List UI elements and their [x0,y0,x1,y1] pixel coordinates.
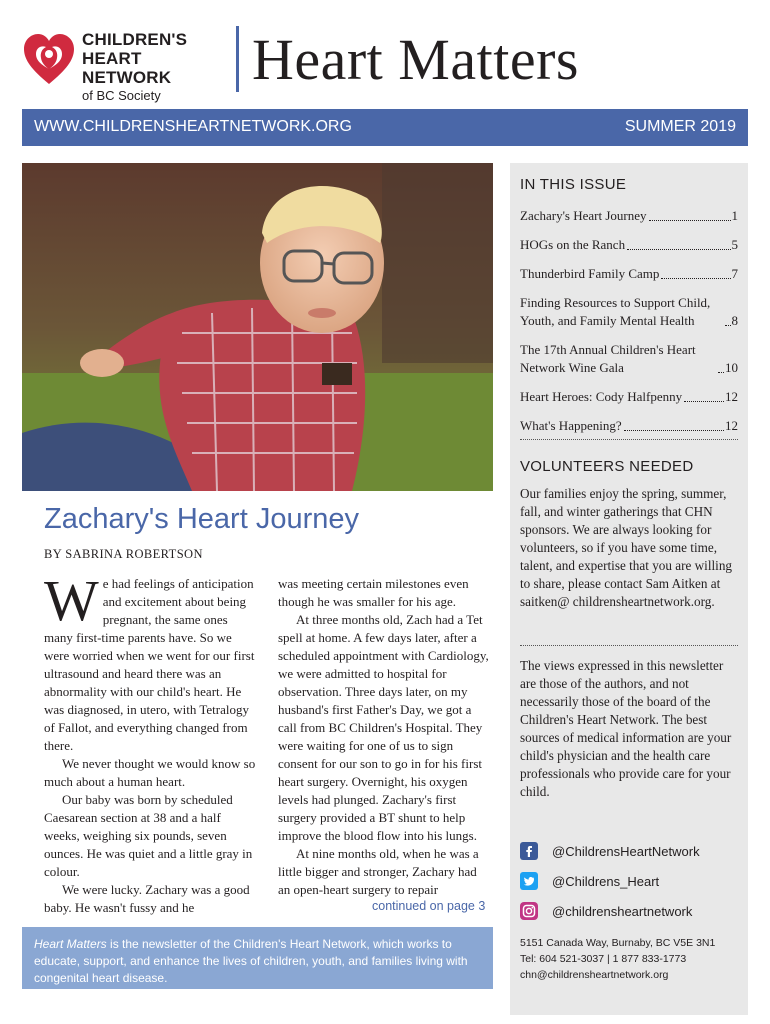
header-banner [22,109,748,146]
disclaimer-text: The views expressed in this newsletter are those of the authors, and not necessarily those of the board of the Children's Heart Network. The best sources of medical information are your child's physician and the health care professionals who provide care for your child. [520,658,732,799]
continued-link[interactable]: continued on page 3 [372,899,486,913]
instagram-link[interactable] [520,900,740,922]
article-paragraph: We had feelings of anticipation and excitement about being pregnant, the same ones many first-time parents have. So we were worried when we went for our first ultrasound and heard there was an abnormality with our child's heart. He was diagnosed, in utero, with Tetralogy of Fallot, and everything changed from there. [44,568,255,753]
volunteers-heading: VOLUNTEERS NEEDED [520,458,694,475]
logo-line-1: CHILDREN'S [82,30,188,49]
address: 5151 Canada Way, Burnaby, BC V5E 3N1 [520,937,716,949]
toc-item[interactable]: Finding Resources to Support Child, Youth, and Family Mental Health 8 [520,295,738,328]
sidebar [510,163,748,1015]
toc-item[interactable]: HOGs on the Ranch 5 [520,237,738,252]
article-paragraph: We never thought we would know so much about a human heart. [44,756,256,789]
website-link[interactable]: WWW.CHILDRENSHEARTNETWORK.ORG [34,118,352,135]
article-paragraph: At three months old, Zach had a Tet spell at home. A few days later, after a scheduled appointment with Cardiology, we were admitted to hospital for observation. Three days later, on my husband's first Father's Day, we got a call from BC Children's Hospital. They were waiting for one of us to sign consent for our son to go in for his first heart surgery. Overnight, his oxygen levels had plunged. Zachary's first surgery provided a BT shunt to help improve the blood flow into his lungs. [278,612,489,843]
toc-item[interactable]: The 17th Annual Children's Heart Network Wine Gala 10 [520,342,738,375]
divider [520,439,738,440]
contact-info [520,935,715,983]
chn-logo [22,30,232,103]
facebook-handle: @ChildrensHeartNetwork [552,843,700,859]
in-this-issue-heading: IN THIS ISSUE [520,176,627,193]
article-column-2 [278,575,492,899]
article-paragraph: Our baby was born by scheduled Caesarean section at 38 and a half weeks, weighing six pounds, seven ounces. He was quiet and a little gray in colour. [44,792,253,879]
article-paragraph: We were lucky. Zachary was a good baby. He wasn't fussy and he [44,882,250,915]
email-link[interactable]: chn@childrensheartnetwork.org [520,969,669,981]
divider [520,645,738,646]
facebook-link[interactable] [520,840,740,862]
toc-item[interactable]: Thunderbird Family Camp 7 [520,266,738,281]
heart-logo-icon [22,32,76,88]
newsletter-masthead: Heart Matters [252,27,579,92]
newsletter-description [22,927,493,989]
table-of-contents [520,207,738,446]
twitter-handle: @Childrens_Heart [552,873,660,889]
article-column-1 [44,568,258,917]
article-paragraph: was meeting certain milestones even though he was smaller for his age. [278,576,469,609]
logo-line-3: of BC Society [82,88,161,103]
toc-item[interactable]: Heart Heroes: Cody Halfpenny 12 [520,389,738,404]
header-divider [236,26,239,92]
twitter-icon [520,872,538,890]
footer-text: is the newsletter of the Children's Heart Network, which works to educate, support, and enhance the lives of children, youth, and families living with congenital heart disease. [34,937,468,985]
article-title: Zachary's Heart Journey [44,503,359,535]
drop-cap: W [44,568,99,633]
social-links [520,840,740,930]
facebook-icon [520,842,538,860]
boy-with-glasses-photo [22,163,493,491]
footer-title: Heart Matters [34,937,107,951]
phone: Tel: 604 521-3037 | 1 877 833-1773 [520,953,687,965]
article-paragraph: At nine months old, when he was a little bigger and stronger, Zachary had an open-heart surgery to repair [278,846,479,897]
toc-item[interactable]: Zachary's Heart Journey 1 [520,208,738,223]
instagram-handle: @childrensheartnetwork [552,903,693,919]
instagram-icon [520,902,538,920]
issue-season: SUMMER 2019 [624,118,736,135]
article-byline: BY SABRINA ROBERTSON [44,547,203,561]
volunteers-text: Our families enjoy the spring, summer, fall, and winter gatherings that CHN sponsors. We are always looking for volunteers, so if you have some time, talent, and expertise that you are willing to share, please contact Sam Aitken at saitken@ childrensheartnetwork.org. [520,486,733,609]
logo-line-2: HEART NETWORK [82,49,172,87]
toc-item[interactable]: What's Happening? 12 [520,418,738,433]
twitter-link[interactable] [520,870,740,892]
